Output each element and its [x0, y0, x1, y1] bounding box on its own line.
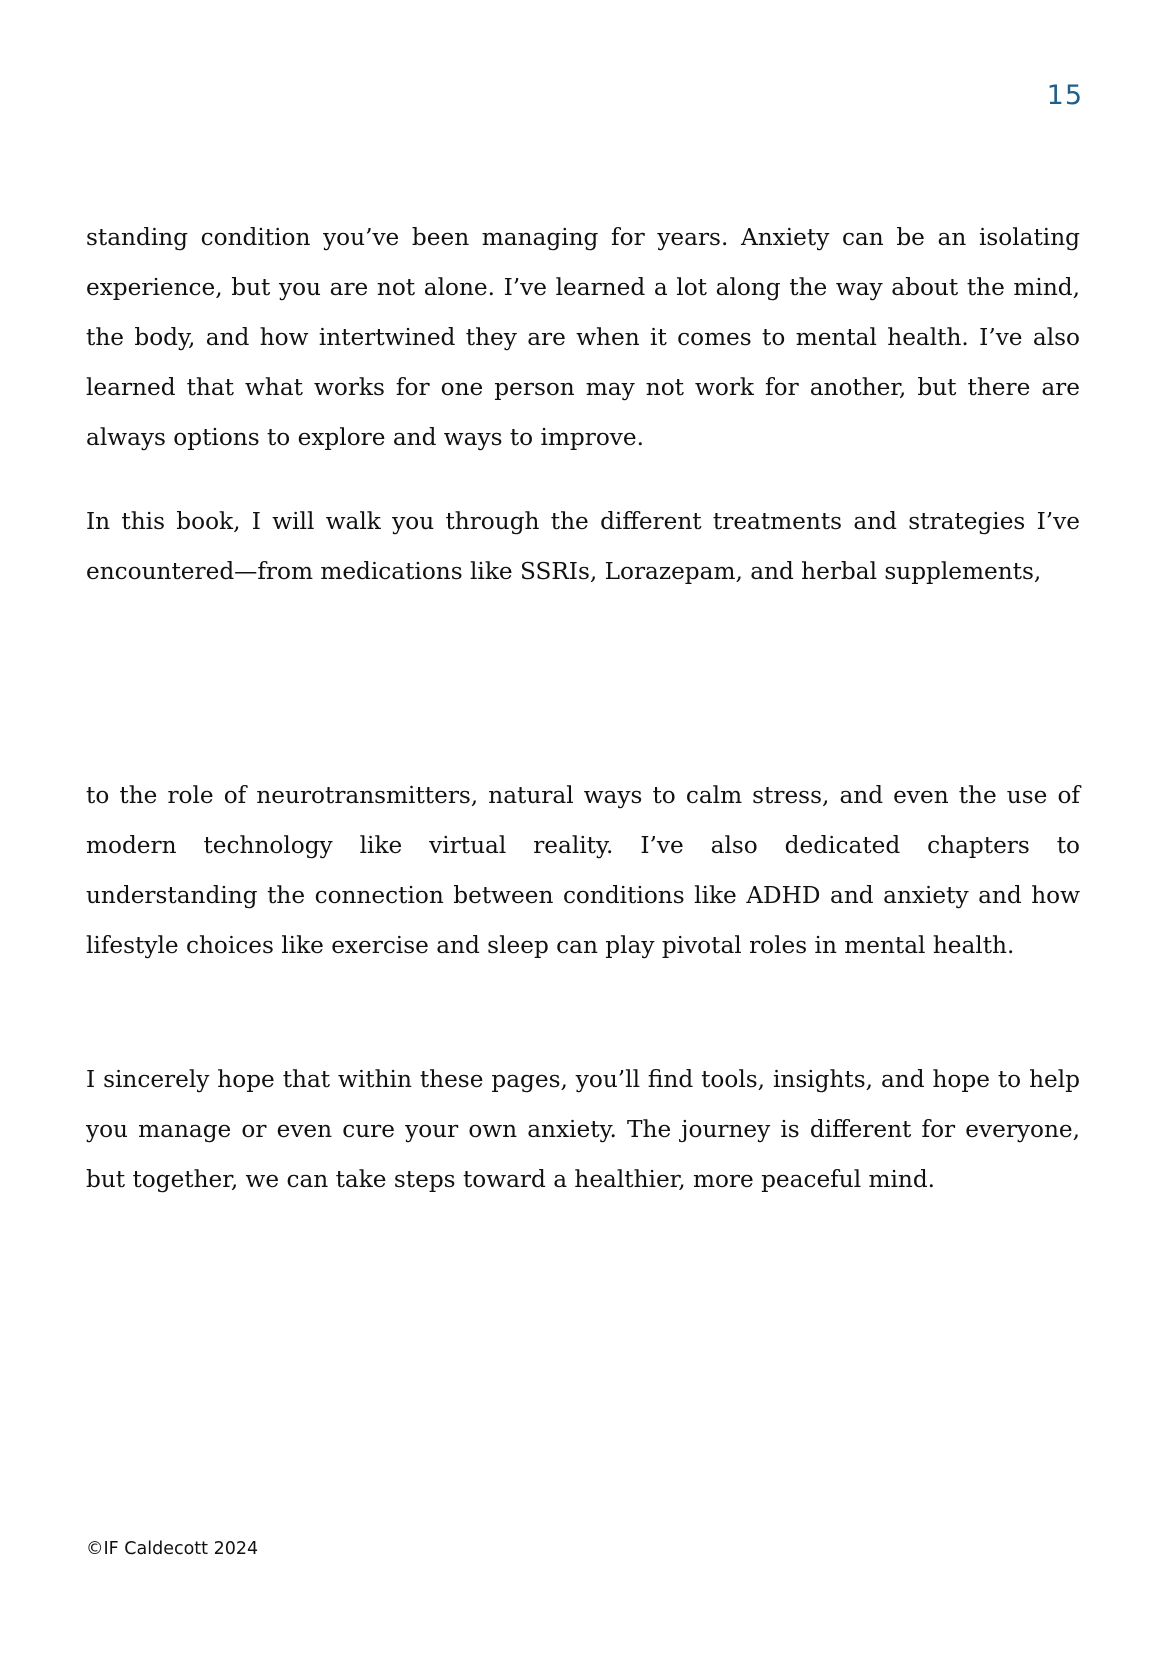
paragraph-4: I sincerely hope that within these pages, you’ll find tools, insights, and hope to help you manage or even cure your own anxiety. The journey is different for everyone, but together, we can take steps toward a healthier, more peaceful mind.	[86, 1066, 1080, 1193]
paragraph-3: to the role of neurotransmitters, natural ways to calm stress, and even the use of modern technology like virtual reality. I’ve also dedicated chapters to understanding the connection between conditions like ADHD and anxiety and how lifestyle choices like exercise and sleep can play pivotal roles in mental health.	[86, 782, 1080, 959]
page-number: 15	[1046, 80, 1083, 111]
paragraph-1: standing condition you’ve been managing for years. Anxiety can be an isolating experience, but you are not alone. I’ve learned a lot along the way about the mind, the body, and how intertwined they are when it comes to mental health. I’ve also learned that what works for one person may not work for another, but there are always options to explore and ways to improve.	[86, 224, 1080, 451]
paragraph-2: In this book, I will walk you through the different treatments and strategies I’ve encountered—from medications like SSRIs, Lorazepam, and herbal supplements,	[86, 508, 1080, 585]
copyright-footer: ©IF Caldecott 2024	[86, 1539, 259, 1559]
